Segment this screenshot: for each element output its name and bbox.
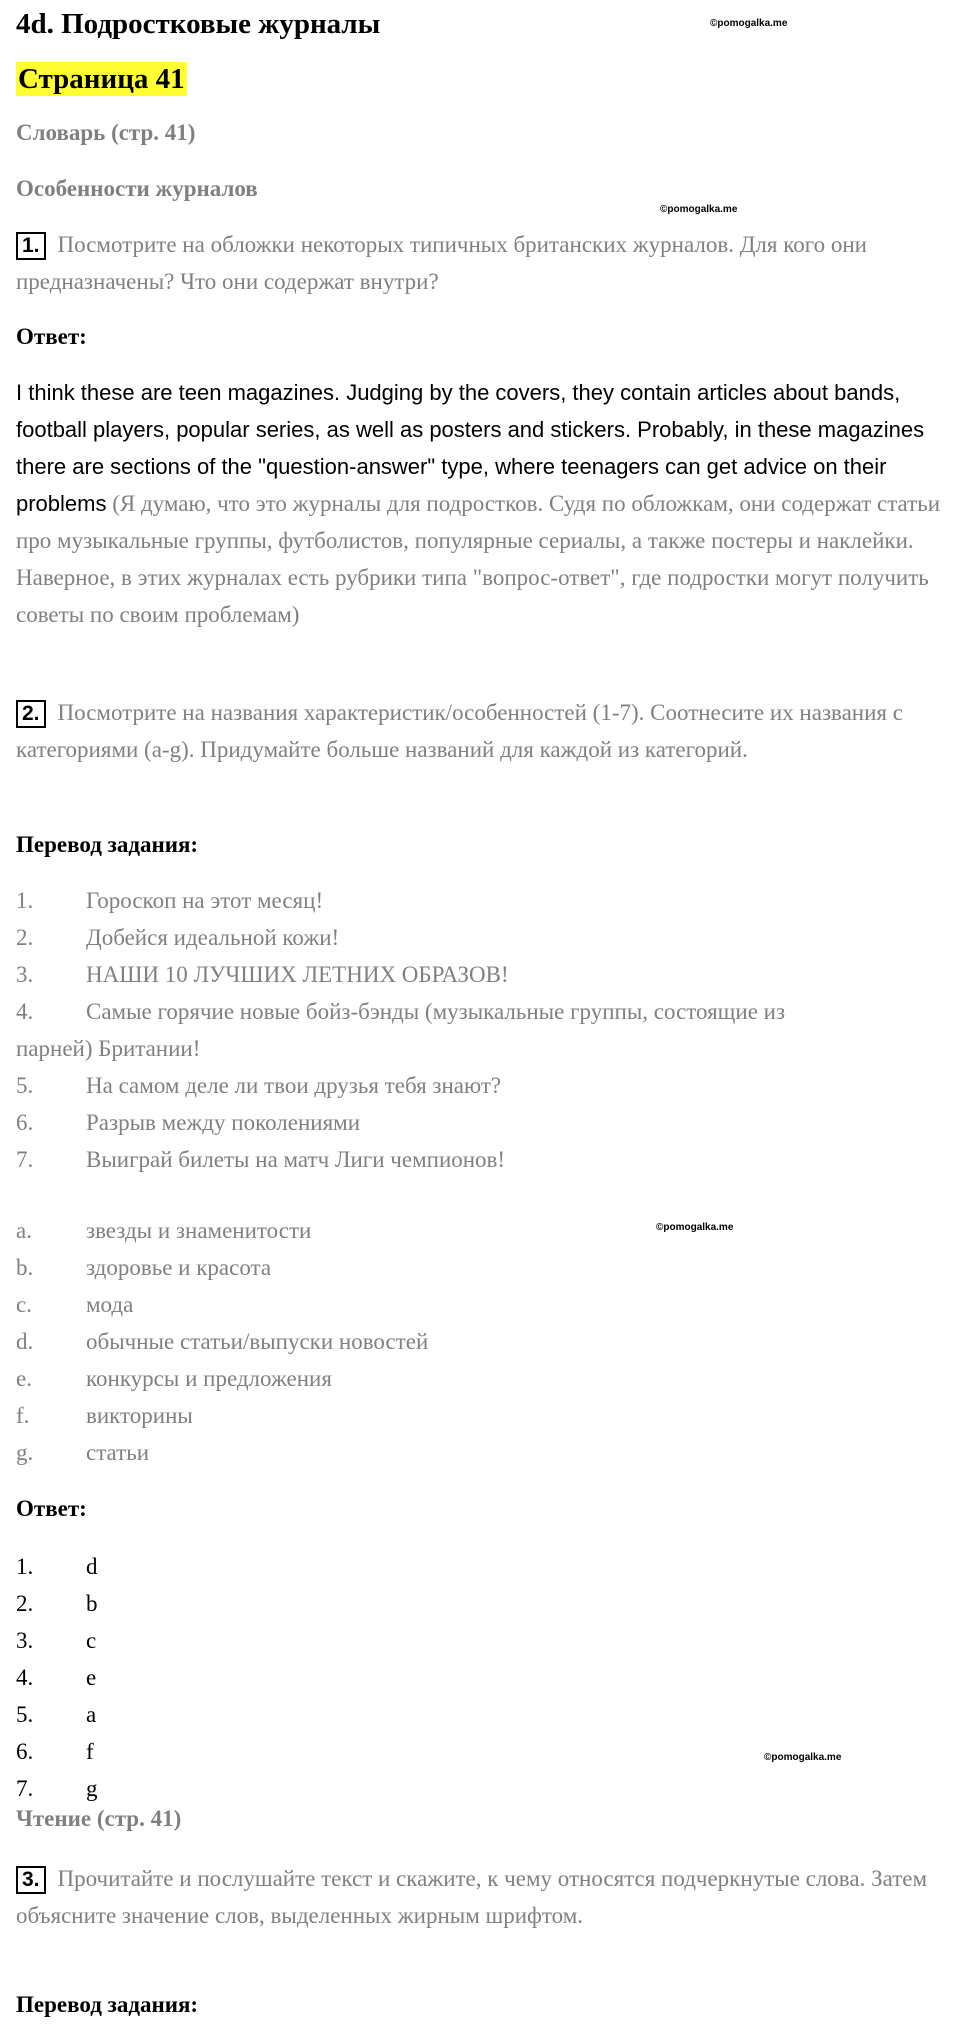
task-2-items-list xyxy=(16,882,944,1178)
task-1-answer xyxy=(16,374,944,633)
list-item: f. викторины xyxy=(16,1403,193,1428)
task-2-answer-label: Ответ: xyxy=(16,1496,87,1521)
list-item: b. здоровье и красота xyxy=(16,1255,272,1280)
list-item: 5. На самом деле ли твои друзья тебя знают? xyxy=(16,1073,502,1098)
list-item: a. звезды и знаменитости xyxy=(16,1218,312,1243)
list-item: g. статьи xyxy=(16,1440,150,1465)
list-item: 7. g xyxy=(16,1776,98,1801)
list-item: 1. Гороскоп на этот месяц! xyxy=(16,888,324,913)
watermark: ©pomogalka.me xyxy=(660,204,738,215)
task-2 xyxy=(16,694,944,768)
list-item: 4. Самые горячие новые бойз-бэнды (музыкальные группы, состоящие из xyxy=(16,999,786,1024)
list-item: 2. Добейся идеальной кожи! xyxy=(16,925,340,950)
watermark: ©pomogalka.me xyxy=(764,1752,842,1763)
watermark: ©pomogalka.me xyxy=(710,18,788,29)
task-1-text: Посмотрите на обложки некоторых типичных британских журналов. Для кого они предназначены? Что они содержат внутри? xyxy=(16,232,867,294)
task-3-translation-label: Перевод задания: xyxy=(16,1992,199,2017)
task-1-answer-english: I think these are teen magazines. Judging by the covers, they contain articles about bands, football players, popular series, as well as posters and stickers. Probably, in these magazines there are sections of the "question-answer" type, where teenagers can get advice on their problems xyxy=(16,380,925,516)
list-item: 6. Разрыв между поколениями xyxy=(16,1110,361,1135)
task-2-answers-list xyxy=(16,1548,944,1807)
task-1 xyxy=(16,226,944,300)
task-2-categories-list xyxy=(16,1212,944,1471)
list-item: 6. f xyxy=(16,1739,94,1764)
task-1-answer-russian: (Я думаю, что это журналы для подростков. Судя по обложкам, они содержат статьи про музыкальные группы, футболистов, популярные сериалы, а также постеры и наклейки. Наверное, в этих журналах есть рубрики типа "вопрос-ответ", где подростки могут получить советы по своим проблемам) xyxy=(16,491,941,627)
task-1-answer-label: Ответ: xyxy=(16,324,87,349)
task-3-number: 3. xyxy=(16,1866,46,1894)
list-item: e. конкурсы и предложения xyxy=(16,1366,332,1391)
task-2-translation-label: Перевод задания: xyxy=(16,832,199,857)
list-item: 1. d xyxy=(16,1554,98,1579)
task-1-number: 1. xyxy=(16,232,46,260)
list-item: 2. b xyxy=(16,1591,98,1616)
list-item: 3. c xyxy=(16,1628,97,1653)
list-item: 7. Выиграй билеты на матч Лиги чемпионов! xyxy=(16,1147,506,1172)
section-reading-heading: Чтение (стр. 41) xyxy=(16,1806,182,1831)
page-number-highlight: Страница 41 xyxy=(18,63,185,95)
task-2-text: Посмотрите на названия характеристик/особенностей (1-7). Соотнесите их названия с категориями (a-g). Придумайте больше названий для каждой из категорий. xyxy=(16,700,903,762)
page-title: 4d. Подростковые журналы xyxy=(16,8,381,40)
list-item: c. мода xyxy=(16,1292,134,1317)
watermark: ©pomogalka.me xyxy=(656,1222,734,1233)
task-3 xyxy=(16,1860,944,1934)
task-2-number: 2. xyxy=(16,700,46,728)
task-3-text: Прочитайте и послушайте текст и скажите, к чему относятся подчеркнутые слова. Затем объясните значение слов, выделенных жирным шрифтом. xyxy=(16,1866,928,1928)
list-item: 4. e xyxy=(16,1665,97,1690)
list-item: 3. НАШИ 10 ЛУЧШИХ ЛЕТНИХ ОБРАЗОВ! xyxy=(16,962,509,987)
list-item-continuation: парней) Британии! xyxy=(16,1036,201,1061)
list-item: 5. a xyxy=(16,1702,97,1727)
list-item: d. обычные статьи/выпуски новостей xyxy=(16,1329,429,1354)
section-vocab-heading: Словарь (стр. 41) xyxy=(16,120,196,145)
section-features-heading: Особенности журналов xyxy=(16,176,258,201)
